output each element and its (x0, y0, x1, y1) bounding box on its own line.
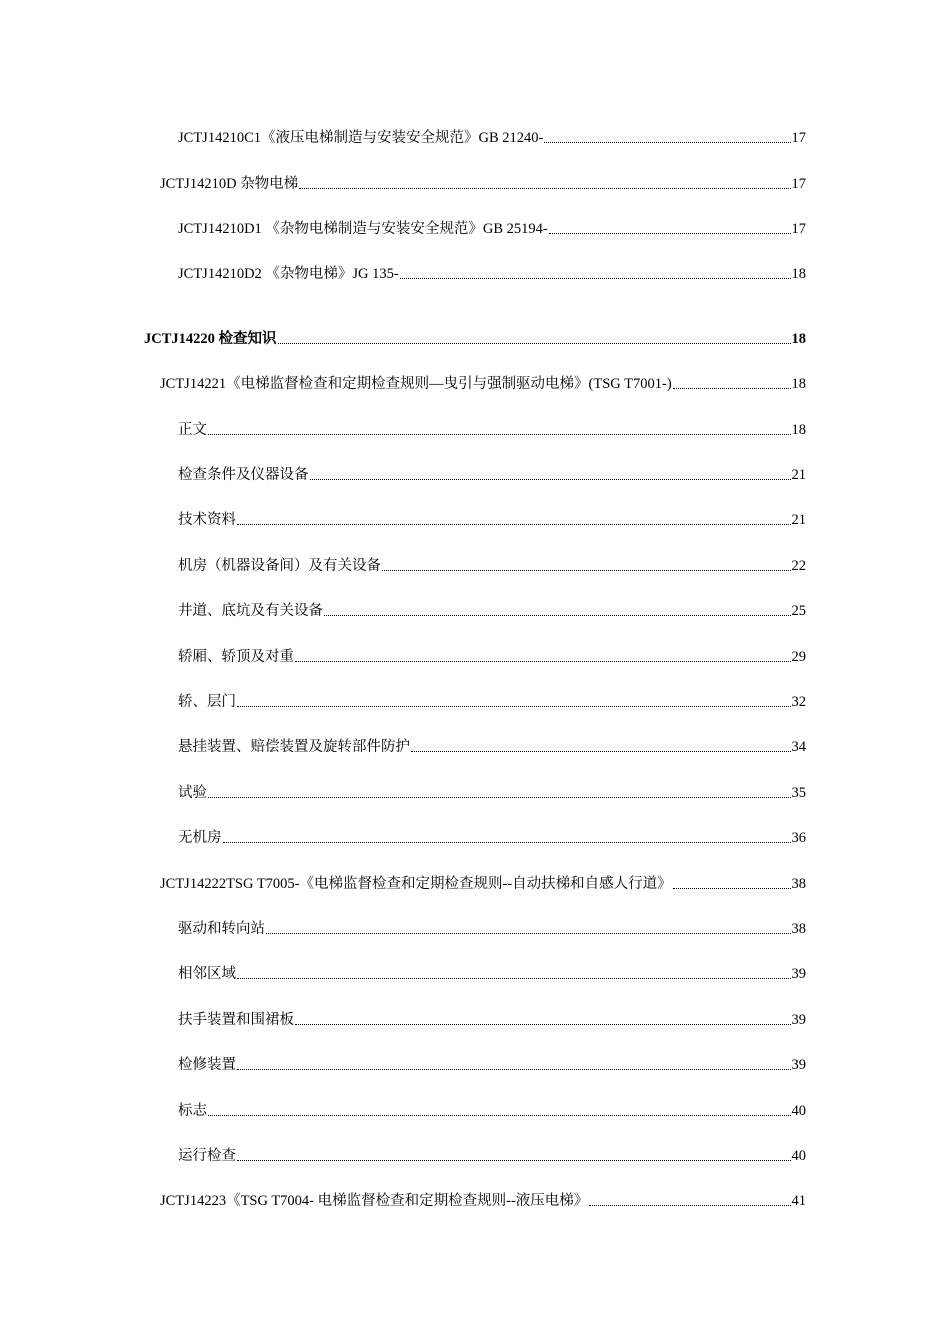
toc-page-number: 18 (791, 331, 806, 347)
toc-page-number: 18 (791, 266, 806, 282)
toc-entry-title: 标志 (178, 1103, 207, 1119)
toc-entry-title: 井道、底坑及有关设备 (178, 603, 323, 619)
toc-entry-title: JCTJ14210C1《液压电梯制造与安装安全规范》GB 21240- (178, 130, 544, 146)
toc-entry-title: 相邻区域 (178, 966, 236, 982)
toc-entry-title: 扶手装置和围裙板 (178, 1012, 294, 1028)
toc-entry-title: JCTJ14223《TSG T7004- 电梯监督检查和定期检查规则--液压电梯》 (160, 1193, 589, 1209)
toc-entry[interactable] (178, 260, 806, 284)
toc-entry-chapter[interactable] (144, 325, 806, 349)
toc-dot-leader (544, 142, 790, 143)
toc-dot-leader (266, 933, 791, 934)
toc-dot-leader (278, 343, 791, 344)
toc-entry[interactable] (178, 124, 806, 148)
toc-entry[interactable] (160, 370, 806, 394)
toc-entry-title: 检查条件及仪器设备 (178, 467, 309, 483)
toc-dot-leader (673, 888, 791, 889)
toc-dot-leader (237, 706, 791, 707)
toc-page-number: 17 (791, 130, 806, 146)
toc-entry[interactable] (160, 170, 806, 194)
toc-entry-title: 试验 (178, 785, 207, 801)
toc-entry[interactable] (178, 1051, 806, 1075)
toc-dot-leader (382, 570, 791, 571)
toc-page-number: 39 (791, 1012, 806, 1028)
toc-dot-leader (400, 278, 791, 279)
toc-page-number: 22 (791, 558, 806, 574)
toc-dot-leader (237, 1069, 791, 1070)
toc-page-number: 17 (791, 221, 806, 237)
toc-entry[interactable] (178, 779, 806, 803)
toc-entry[interactable] (178, 416, 806, 440)
toc-page-number: 36 (791, 830, 806, 846)
toc-page-number: 40 (791, 1103, 806, 1119)
toc-dot-leader (299, 188, 790, 189)
toc-entry[interactable] (178, 915, 806, 939)
toc-dot-leader (237, 524, 791, 525)
toc-entry-title: 无机房 (178, 830, 222, 846)
toc-entry-title: JCTJ14222TSG T7005-《电梯监督检查和定期检查规则--自动扶梯和自感人行道》 (160, 876, 672, 892)
toc-entry[interactable] (178, 1097, 806, 1121)
toc-entry[interactable] (178, 824, 806, 848)
toc-page-number: 18 (791, 422, 806, 438)
toc-entry[interactable] (178, 1006, 806, 1030)
toc-entry-title: JCTJ14210D1 《杂物电梯制造与安装安全规范》GB 25194- (178, 221, 548, 237)
toc-entry[interactable] (178, 506, 806, 530)
toc-dot-leader (295, 661, 791, 662)
toc-entry[interactable] (178, 552, 806, 576)
toc-entry[interactable] (178, 688, 806, 712)
toc-dot-leader (589, 1205, 790, 1206)
toc-entry[interactable] (178, 960, 806, 984)
toc-page-number: 29 (791, 649, 806, 665)
toc-entry-title: 轿、层门 (178, 694, 236, 710)
toc-page-number: 25 (791, 603, 806, 619)
toc-entry-title: JCTJ14210D2 《杂物电梯》JG 135- (178, 266, 399, 282)
toc-page-number: 41 (791, 1193, 806, 1209)
toc-entry-title: 驱动和转向站 (178, 921, 265, 937)
toc-entry[interactable] (178, 1142, 806, 1166)
toc-entry-title: 轿厢、轿顶及对重 (178, 649, 294, 665)
toc-page-number: 21 (791, 467, 806, 483)
toc-entry[interactable] (160, 870, 806, 894)
toc-entry-title: 悬挂装置、赔偿装置及旋转部件防护 (178, 739, 410, 755)
toc-dot-leader (208, 434, 791, 435)
toc-dot-leader (549, 233, 791, 234)
toc-entry-title: 技术资料 (178, 512, 236, 528)
toc-dot-leader (310, 479, 791, 480)
toc-page-number: 40 (791, 1148, 806, 1164)
toc-entry-title: JCTJ14221《电梯监督检查和定期检查规则—曳引与强制驱动电梯》(TSG T7001-) (160, 376, 672, 392)
toc-page-number: 38 (791, 876, 806, 892)
toc-dot-leader (237, 978, 791, 979)
toc-entry[interactable] (178, 215, 806, 239)
toc-page-number: 17 (791, 176, 806, 192)
toc-entry-title: JCTJ14210D 杂物电梯 (160, 176, 299, 192)
toc-dot-leader (673, 388, 791, 389)
toc-dot-leader (324, 615, 791, 616)
toc-page-number: 34 (791, 739, 806, 755)
toc-page-number: 35 (791, 785, 806, 801)
toc-page-number: 39 (791, 966, 806, 982)
toc-dot-leader (295, 1024, 791, 1025)
toc-dot-leader (208, 1115, 791, 1116)
toc-page-number: 39 (791, 1057, 806, 1073)
toc-entry[interactable] (178, 643, 806, 667)
toc-page-number: 32 (791, 694, 806, 710)
toc-entry-title: 正文 (178, 422, 207, 438)
toc-dot-leader (223, 842, 791, 843)
toc-entry-title: 机房（机器设备间）及有关设备 (178, 558, 381, 574)
toc-entry[interactable] (178, 597, 806, 621)
toc-dot-leader (208, 797, 791, 798)
toc-page-number: 38 (791, 921, 806, 937)
toc-page-number: 21 (791, 512, 806, 528)
toc-entry[interactable] (178, 733, 806, 757)
toc-page-number: 18 (791, 376, 806, 392)
toc-entry-title: 运行检查 (178, 1148, 236, 1164)
toc-dot-leader (237, 1160, 791, 1161)
toc-entry-title: 检修装置 (178, 1057, 236, 1073)
toc-entry[interactable] (160, 1187, 806, 1211)
toc-dot-leader (411, 751, 791, 752)
toc-entry[interactable] (178, 461, 806, 485)
toc-entry-title: JCTJ14220 检查知识 (144, 331, 277, 347)
